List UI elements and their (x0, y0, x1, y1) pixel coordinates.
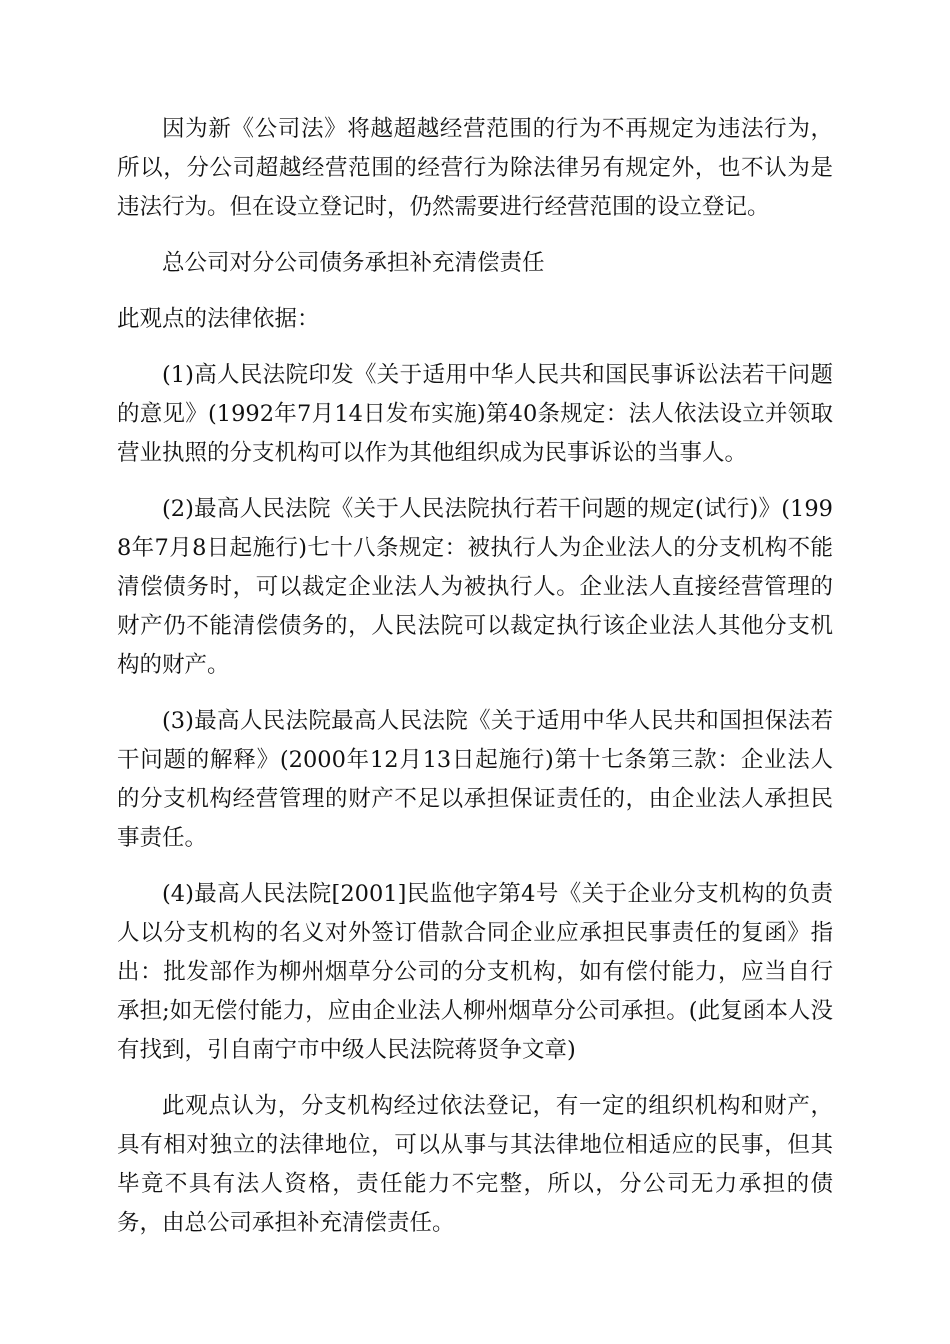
paragraph-legal-basis-2: (2)最高人民法院《关于人民法院执行若干问题的规定(试行)》(1998年7月8日起施行)七十八条规定：被执行人为企业法人的分支机构不能清偿债务时，可以裁定企业法人为被执行人。企业法人直接经营管理的财产仍不能清偿债务的，人民法院可以裁定执行该企业法人其他分支机构的财产。 (117, 496, 833, 678)
paragraph-legal-basis-1: (1)高人民法院印发《关于适用中华人民共和国民事诉讼法若干问题的意见》(1992年7月14日发布实施)第40条规定：法人依法设立并领取营业执照的分支机构可以作为其他组织成为民事诉讼的当事人。 (117, 362, 833, 466)
paragraph-legal-basis-intro: 此观点的法律依据： (117, 306, 320, 332)
paragraph-legal-basis-3: (3)最高人民法院最高人民法院《关于适用中华人民共和国担保法若干问题的解释》(2000年12月13日起施行)第十七条第三款：企业法人的分支机构经营管理的财产不足以承担保证责任的，由企业法人承担民事责任。 (117, 708, 833, 851)
paragraph-business-scope: 因为新《公司法》将越超越经营范围的行为不再规定为违法行为，所以，分公司超越经营范围的经营行为除法律另有规定外，也不认为是违法行为。但在设立登记时，仍然需要进行经营范围的设立登记。 (117, 116, 833, 220)
paragraph-conclusion: 此观点认为，分支机构经过依法登记，有一定的组织机构和财产，具有相对独立的法律地位，可以从事与其法律地位相适应的民事，但其毕竟不具有法人资格，责任能力不完整，所以，分公司无力承担的债务，由总公司承担补充清偿责任。 (117, 1093, 833, 1236)
paragraph-heading-supplementary-liability: 总公司对分公司债务承担补充清偿责任 (162, 250, 545, 276)
paragraph-legal-basis-4: (4)最高人民法院[2001]民监他字第4号《关于企业分支机构的负责人以分支机构的名义对外签订借款合同企业应承担民事责任的复函》指出：批发部作为柳州烟草分公司的分支机构，如有偿付能力，应当自行承担;如无偿付能力，应由企业法人柳州烟草分公司承担。(此复函本人没有找到，引自南宁市中级人民法院蒋贤争文章) (117, 881, 833, 1063)
document-body (117, 110, 833, 1260)
